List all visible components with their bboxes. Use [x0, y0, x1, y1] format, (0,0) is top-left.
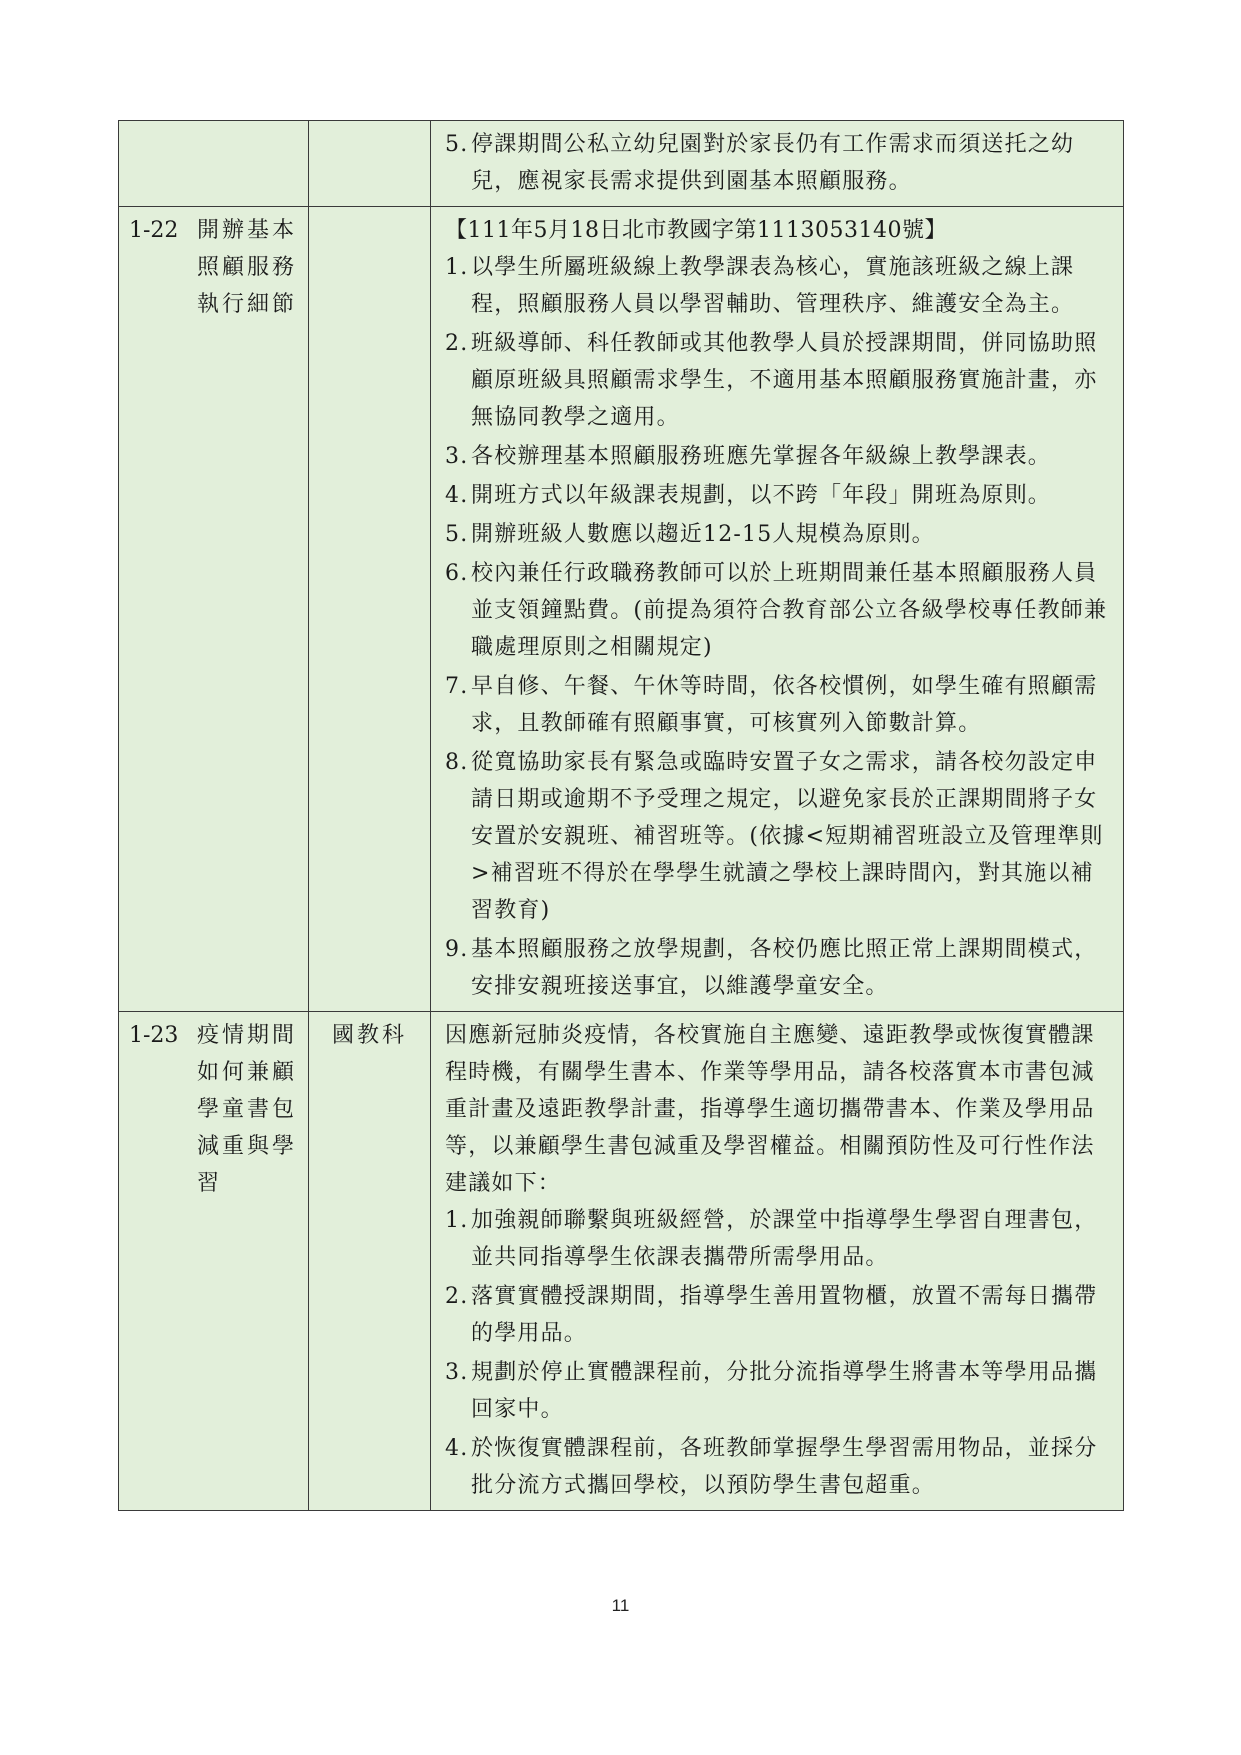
- item-id: 1-22: [129, 218, 179, 243]
- item-id: 1-23: [129, 1023, 179, 1048]
- content-cell: [431, 1012, 1124, 1511]
- dept-cell: [309, 1012, 431, 1511]
- list-item: 3. 各校辦理基本照顧服務班應先掌握各年級線上教學課表。: [445, 444, 1052, 469]
- content-cell: [431, 121, 1124, 207]
- list-item: 5. 停課期間公私立幼兒園對於家長仍有工作需求而須送托之幼兒，應視家長需求提供到園基本照顧服務。: [445, 132, 1075, 194]
- list-item: 6. 校內兼任行政職務教師可以於上班期間兼任基本照顧服務人員並支領鐘點費。(前提為須符合教育部公立各級學校專任教師兼職處理原則之相關規定): [445, 561, 1108, 660]
- list-item: 1. 加強親師聯繫與班級經營，於課堂中指導學生學習自理書包，並共同指導學生依課表攜帶所需學用品。: [445, 1208, 1098, 1270]
- list-item: 4. 開班方式以年級課表規劃，以不跨「年段」開班為原則。: [445, 483, 1052, 508]
- list-item: 1. 以學生所屬班級線上教學課表為核心，實施該班級之線上課程，照顧服務人員以學習輔助、管理秩序、維護安全為主。: [445, 255, 1075, 317]
- intro-paragraph: 因應新冠肺炎疫情，各校實施自主應變、遠距教學或恢復實體課程時機，有關學生書本、作業等學用品，請各校落實本市書包減重計畫及遠距教學計畫，指導學生適切攜帶書本、作業及學用品等，以兼顧學生書包減重及學習權益。相關預防性及可行性作法建議如下：: [445, 1023, 1095, 1196]
- list-item: 2. 落實實體授課期間，指導學生善用置物櫃，放置不需每日攜帶的學用品。: [445, 1284, 1098, 1346]
- table-row-1-22: [119, 207, 1124, 1012]
- item-cell: [119, 1012, 309, 1511]
- list-item: 9. 基本照顧服務之放學規劃，各校仍應比照正常上課期間模式，安排安親班接送事宜，以維護學童安全。: [445, 937, 1098, 999]
- list-item: 4. 於恢復實體課程前，各班教師掌握學生學習需用物品，並採分批分流方式攜回學校，以預防學生書包超重。: [445, 1436, 1098, 1498]
- item-title: 開辦基本照顧服務執行細節: [197, 218, 298, 317]
- table-row-continuation: [119, 121, 1124, 207]
- list-item: 2. 班級導師、科任教師或其他教學人員於授課期間，併同協助照顧原班級具照顧需求學生，不適用基本照顧服務實施計畫，亦無協同教學之適用。: [445, 331, 1098, 430]
- item-cell: [119, 121, 309, 207]
- dept-name: 國教科: [331, 1023, 407, 1048]
- dept-cell: [309, 207, 431, 1012]
- item-cell: [119, 207, 309, 1012]
- list-item: 7. 早自修、午餐、午休等時間，依各校慣例，如學生確有照顧需求，且教師確有照顧事實，可核實列入節數計算。: [445, 674, 1098, 736]
- page-number: 11: [611, 1596, 630, 1615]
- content-cell: [431, 207, 1124, 1012]
- list-item: 3. 規劃於停止實體課程前，分批分流指導學生將書本等學用品攜回家中。: [445, 1360, 1098, 1422]
- measures-table: [118, 120, 1124, 1511]
- table-row-1-23: [119, 1012, 1124, 1511]
- dept-cell: [309, 121, 431, 207]
- list-item: 5. 開辦班級人數應以趨近12-15人規模為原則。: [445, 522, 935, 547]
- item-title: 疫情期間如何兼顧學童書包減重與學習: [197, 1023, 298, 1196]
- list-item: 8. 從寬協助家長有緊急或臨時安置子女之需求，請各校勿設定申請日期或逾期不予受理之規定，以避免家長於正課期間將子女安置於安親班、補習班等。(依據<短期補習班設立及管理準則>補習班不得於在學學生就讀之學校上課時間內，對其施以補習教育): [445, 750, 1104, 923]
- reference-doc-number: 【111年5月18日北市教國字第1113053140號】: [445, 218, 947, 243]
